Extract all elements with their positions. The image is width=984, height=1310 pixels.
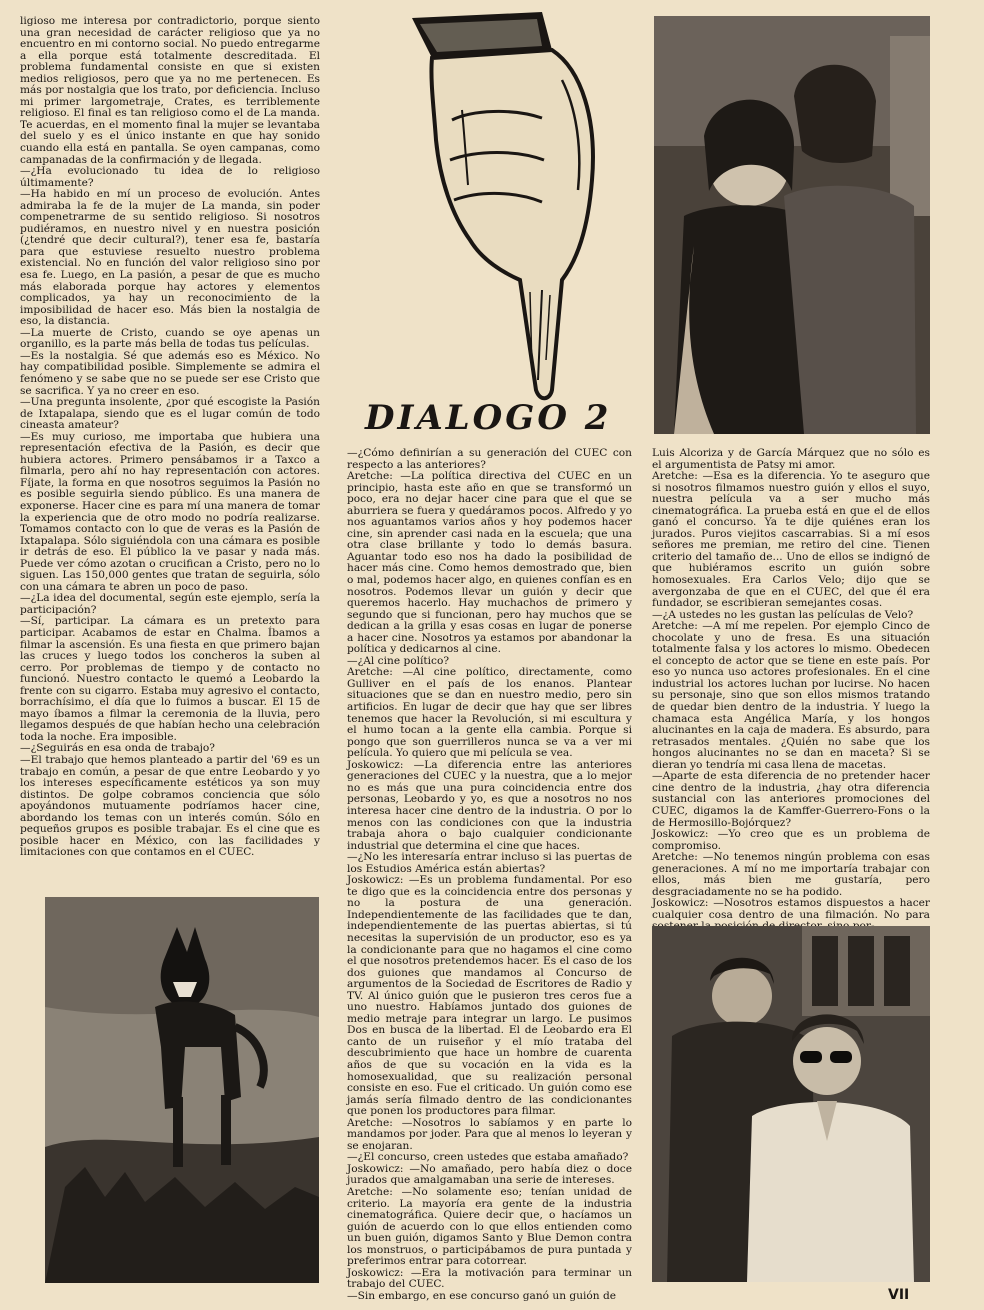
paragraph: ligioso me interesa por contradictorio, porque siento una gran necesidad de carácter religioso que ya no encuentro en mi contorno social. No puedo entregarme a ella porque está totalmente descreditada. El problema fundamental consiste en que si existen medios religiosos, pero que ya no me pertenecen. Es más por nostalgia que los trato, por deficiencia. Incluso mi primer largometraje, Crates, es terriblemente religioso. El final es tan religioso como el de La manda. Te acuerdas, en el momento final la mujer se levantaba del suelo y es el único instante en que hay sonido cuando ella está en pantalla. Se oyen campanas, como campanadas de la confirmación y de llegada. (20, 15, 320, 166)
paragraph: Aretche: —Nosotros lo sabíamos y en parte lo mandamos por joder. Para que al menos lo leyeran y se enojaran. (347, 1116, 632, 1152)
paragraph: —Aparte de esta diferencia de no pretender hacer cine dentro de la industria, ¿hay otra diferencia sustancial con las anteriores promociones del CUEC, digamos la de Kamffer-Guerrero-Fons o la de Hermosillo-Bojórquez? (652, 770, 930, 829)
paragraph: Aretche: —No solamente eso; tenían unidad de criterio. La mayoría era gente de la industria cinematográfica. Quiere decir que, o hacíamos un guión de acuerdo con lo que ellos entienden como un buen guión, digamos Santo y Blue Demon contra los monstruos, o participábamos de pura puntada y preferimos entrar para cotorrear. (347, 1186, 632, 1268)
paragraph: —¿La idea del documental, según este ejemplo, sería la participación? (20, 592, 320, 616)
paragraph: —¿Cómo definirían a su generación del CUEC con respecto a las anteriores? (347, 447, 632, 471)
paragraph: Joskowicz: —Era la motivación para terminar un trabajo del CUEC. (347, 1266, 632, 1291)
photo-couple (654, 16, 930, 434)
paragraph: —¿Seguirás en esa onda de trabajo? (20, 742, 215, 755)
paragraph: —¿A ustedes no les gustan las películas de Velo? (652, 608, 914, 621)
paragraph: —La muerte de Cristo, cuando se oye apenas un organillo, es la parte más bella de todas tus películas. (20, 326, 320, 351)
pointing-hand-illustration (392, 10, 620, 402)
photo-dog (45, 897, 319, 1283)
paragraph: Aretche: —Al cine político, directamente, como Gulliver en el país de los enanos. Plantear situaciones que se dan en nuestro medio, pero sin artificios. En lugar de decir que hay que ser libres tenemos que hacer la Revolución, si mi escultura y el humo tocan a la gente ella cambia. Porque si pongo que son guerrilleros nunca se va a ver mi película. Yo quiero que mi película se vea. (347, 666, 632, 760)
paragraph: Joskowicz: —Nosotros estamos dispuestos a hacer cualquier cosa dentro de una filmación. No para (652, 897, 930, 921)
paragraph: Joskowicz: —Es un problema fundamental. Por eso te digo que es la coincidencia entre dos personas y no la postura de una generación. Independientemente de las facilidades que te dan, independientemente de las puertas abiertas, si tú necesitas la supervisión de un productor, eso es ya la condicionante para que no hagamos el cine como el que nosotros pretendemos hacer. Es el caso de los dos guiones que mandamos al Concurso de argumentos de la Sociedad de Escritores de Radio y TV. Al único guión que le pusieron tres ceros fue a uno nuestro. Habíamos juntado dos guiones de medio metraje para integrar un largo. Le pusimos Dos en busca de la libertad. El de Leobardo era El canto de un ruiseñor y el mío trataba del descubrimiento que hace un hombre de cuarenta años de que su vocación en la vida es la homosexualidad, que su realización personal consiste en eso. Fue el criticado. Un guión como ese jamás sería filmado dentro de las condicionantes que ponen los productores para filmar. (347, 874, 632, 1118)
paragraph: —Ha habido en mí un proceso de evolución. Antes admiraba la fe de la mujer de La manda, sin poder compenetrarme de su sentido religioso. Si nosotros pudiéramos, en nuestro nivel y en nuestra posición (¿tendré que decir cultural?), tener esa fe, bastaría para que estuviese resuelto nuestro problema existencial. No en función del valor religioso sino por esa fe. Luego, en La pasión, a pesar de que es mucho más elaborada porque hay actores y elementos complicados, ya hay un reconocimiento de la imposibilidad de hacer eso. Más bien la nostalgia de eso, la distancia. (20, 188, 320, 328)
paragraph: Aretche: —No tenemos ningún problema con esas generaciones. A mí no me importaría trabajar con ellos, más bien me gustaría, pero desgraciadamente no se ha podido. (652, 851, 930, 898)
paragraph: —Sí, participar. La cámara es un pretexto para participar. Acabamos de estar en Chalma. Íbamos a filmar la ascensión. Es una fiesta en que primero bajan las cruces y luego todos los concheros la suben al cerro. Por problemas de tiempo y de contacto no funcionó. Nuestro contacto le quemó a Leobardo la frente con su cigarro. Estaba muy agresivo el contacto, borrachísimo, el día que lo fuimos a buscar. El 15 de mayo íbamos a filmar la ceremonia de la lluvia, pero llegamos después de que habían hecho una celebración toda la noche. Era imposible. (20, 615, 320, 743)
paragraph: —Sin embargo, en ese concurso ganó un guión de (347, 1289, 617, 1302)
paragraph: —¿El concurso, creen ustedes que estaba amañado? (347, 1151, 629, 1164)
page-number: VII (888, 1287, 910, 1303)
middle-text-column (347, 447, 632, 1302)
paragraph: —¿No les interesaría entrar incluso si las puertas de los Estudios América están abiertas? (347, 851, 632, 875)
paragraph: Joskowicz: —No amañado, pero había diez o doce jurados que amalgamaban una serie de intereses. (347, 1162, 632, 1187)
paragraph: —El trabajo que hemos planteado a partir del '69 es un trabajo en común, a pesar de que entre Leobardo y yo los intereses específicamente estéticos ya son muy distintos. De golpe cobramos conciencia que sólo apoyándonos mutuamente podríamos hacer cine, abordando los temas con un interés común. Sólo en pequeños grupos es posible trabajar. Es el cine que es posible hacer en México, con las facilidades y limitaciones con que contamos en el CUEC. (20, 754, 320, 859)
right-text-column (652, 448, 930, 920)
paragraph: Aretche: —A mí me repelen. Por ejemplo Cinco de chocolate y uno de fresa. Es una situación totalmente falsa y los actores lo mismo. Obedecen el concepto de actor que se tiene en este país. Por eso yo nunca uso actores profesionales. En el cine industrial los actores luchan por lucirse. No hacen su personaje, sino que son ellos mismos tratando de quedar bien dentro de la industria. Y luego la chamaca esta Angélica María, y los hongos alucinantes en la caja de madera. Es absurdo, para retrasados mentales. ¿Quién no sabe que los hongos alucinantes no se dan en maceta? Si se dieran yo tendría mi casa llena de macetas. (652, 620, 930, 771)
left-text-column (20, 16, 320, 886)
paragraph: Aretche: —La política directiva del CUEC en un principio, hasta este año en que se transformó un poco, era no dejar hacer cine para que el que se aburriera se fuera y quedáramos pocos. Alfredo y yo nos aguantamos varios años y hoy podemos hacer cine, sin aprender casi nada en la escuela; que una otra clase brillante y todo lo demás basura. Aguantar todo eso nos ha dado la posibilidad de hacer más cine. Como hemos demostrado que, bien o mal, podemos hacer algo, en quienes confían es en nosotros. Podemos llevar un guión y decir que queremos hacerlo. Hay muchachos de primero y segundo que si funcionan, pero hay muchos que se dedican a la grilla y esas cosas en lugar de ponerse a hacer cine. Nosotros ya estamos por abandonar la política y dedicarnos al cine. (347, 470, 632, 656)
paragraph: Luis Alcoriza y de García Márquez que no sólo es el argumentista de Patsy mi amor. (652, 447, 930, 471)
article-title: DIALOGO 2 (365, 398, 612, 438)
paragraph: —¿Ha evolucionado tu idea de lo religioso últimamente? (20, 165, 320, 189)
paragraph: —Una pregunta insolente, ¿por qué escogiste la Pasión de Ixtapalapa, siendo que es el lugar común de todo cineasta amateur? (20, 396, 320, 432)
paragraph: —Es la nostalgia. Sé que además eso es México. No hay compatibilidad posible. Simplemente se admira el fenómeno y se sabe que no se puede ser ese Cristo que se sacrifica. Y ya no creer en eso. (20, 349, 320, 397)
paragraph: Aretche: —Esa es la diferencia. Yo te aseguro que si nosotros filmamos nuestro guión y ellos el suyo, nuestra película va a ser mucho más cinematográfica. La prueba está en que el de ellos ganó el concurso. Ya te dije quiénes eran los jurados. Puros viejitos cascarrabias. Si a mí esos señores me premian, me retiro del cine. Tienen criterio del tamaño de... Uno de ellos se indignó de que hubiéramos escrito un guión sobre homosexuales. Era Carlos Velo; dijo que se avergonzaba de que en el CUEC, del que él era fundador, se escribieran semejantes cosas. (652, 470, 930, 610)
paragraph: —¿Al cine político? (347, 654, 450, 667)
paragraph: Joskowicz: —Yo creo que es un problema de compromiso. (652, 828, 930, 852)
photo-two-men (652, 926, 930, 1282)
paragraph: —Es muy curioso, me importaba que hubiera una representación efectiva de la Pasión, es decir que hubiera actores. Primero pensábamos ir a Taxco a filmarla, pero ahí no hay representación con actores. Fíjate, la forma en que nosotros seguimos la Pasión no es posible seguirla siendo público. Es una manera de exponerse. Hacer cine es para mí una manera de tomar la experiencia que de otro modo no podría realizarse. Tomamos contacto con lo que de veras es la Pasión de Ixtapalapa. Sólo siguiéndola con una cámara es posible ir detrás de eso. El público la ve pasar y nada más. Puede ver cómo azotan o crucifican a Cristo, pero no lo siguen. Las 150,000 gentes que tratan de seguirla, sólo con una cámara te abren un poco de paso. (20, 430, 320, 593)
paragraph: Joskowicz: —La diferencia entre las anteriores generaciones del CUEC y la nuestra, que a lo mejor no es más que una pura coincidencia entre dos personas, Leobardo y yo, es que a nosotros no nos interesa hacer cine dentro de la industria. O por lo menos con las condiciones con que la industria trabaja ahora o bajo cualquier condicionante industrial que determina el cine que haces. (347, 758, 632, 852)
